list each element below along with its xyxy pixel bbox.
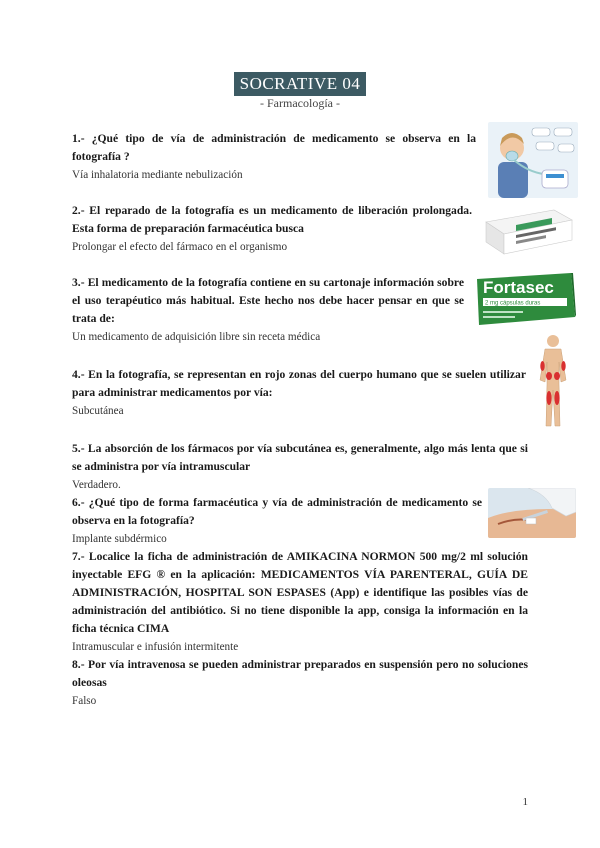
question-2: [72, 202, 472, 256]
document-subtitle: - Farmacología -: [260, 96, 340, 110]
answer-text: Vía inhalatoria mediante nebulización: [72, 169, 243, 181]
answer-text: Falso: [72, 695, 97, 707]
subdermal-implant-photo: [488, 488, 576, 538]
answer-text: Intramuscular e infusión intermitente: [72, 641, 239, 653]
page-number: 1: [522, 796, 528, 808]
question-7: [72, 548, 528, 656]
question-text: 2.- El reparado de la fotografía es un medicamento de liberación prolongada. Esta forma de preparación farmacéutica busca: [72, 204, 472, 235]
question-text: 1.- ¿Qué tipo de vía de administración de medicamento se observa en la fotografía ?: [72, 132, 476, 163]
question-text: 4.- En la fotografía, se representan en rojo zonas del cuerpo humano que se suelen utilizar para administrar medicamentos por vía:: [72, 368, 526, 399]
question-text: 8.- Por vía intravenosa se pueden administrar preparados en suspensión pero no soluciones oleosas: [72, 658, 528, 689]
fortasec-box-photo: [475, 271, 577, 327]
document-title: SOCRATIVE 04: [234, 72, 367, 96]
answer-text: Verdadero.: [72, 479, 121, 491]
body-injection-zones-figure: [530, 332, 576, 430]
answer-text: Subcutánea: [72, 405, 124, 417]
fortasec-sub-text: 2 mg cápsulas duras: [485, 300, 541, 307]
question-text: 5.- La absorción de los fármacos por vía subcutánea es, generalmente, algo más lenta que si se administra por vía intramuscular: [72, 442, 528, 473]
answer-text: Un medicamento de adquisición libre sin receta médica: [72, 331, 321, 343]
title-banner: [0, 72, 600, 96]
question-4: [72, 366, 526, 420]
question-text: 3.- El medicamento de la fotografía contiene en su cartonaje información sobre el uso terapéutico más habitual. Este hecho nos debe hacer pensar en que se trata de:: [72, 276, 464, 325]
question-1: [72, 130, 476, 184]
nebulizer-child-photo: [488, 122, 578, 198]
fortasec-brand-text: Fortasec: [483, 278, 554, 297]
question-8: [72, 656, 528, 710]
question-3: [72, 274, 464, 346]
question-text: 7.- Localice la ficha de administración de AMIKACINA NORMON 500 mg/2 ml solución inyectable EFG ® en la aplicación: MEDICAMENTOS VÍA PARENTERAL, GUÍA DE ADMINISTRACIÓN, HOSPITAL SON ESPASES (App) e identifique las posibles vías de administración del antibiótico. Si no tiene disponible la app, consiga la información en la ficha técnica CIMA: [72, 550, 528, 635]
medicine-box-photo: [480, 204, 576, 260]
answer-text: Implante subdérmico: [72, 533, 167, 545]
question-5: [72, 440, 528, 494]
answer-text: Prolongar el efecto del fármaco en el organismo: [72, 241, 288, 253]
question-text: 6.- ¿Qué tipo de forma farmacéutica y vía de administración de medicamento se observa en la fotografía?: [72, 496, 482, 527]
question-6: [72, 494, 482, 548]
